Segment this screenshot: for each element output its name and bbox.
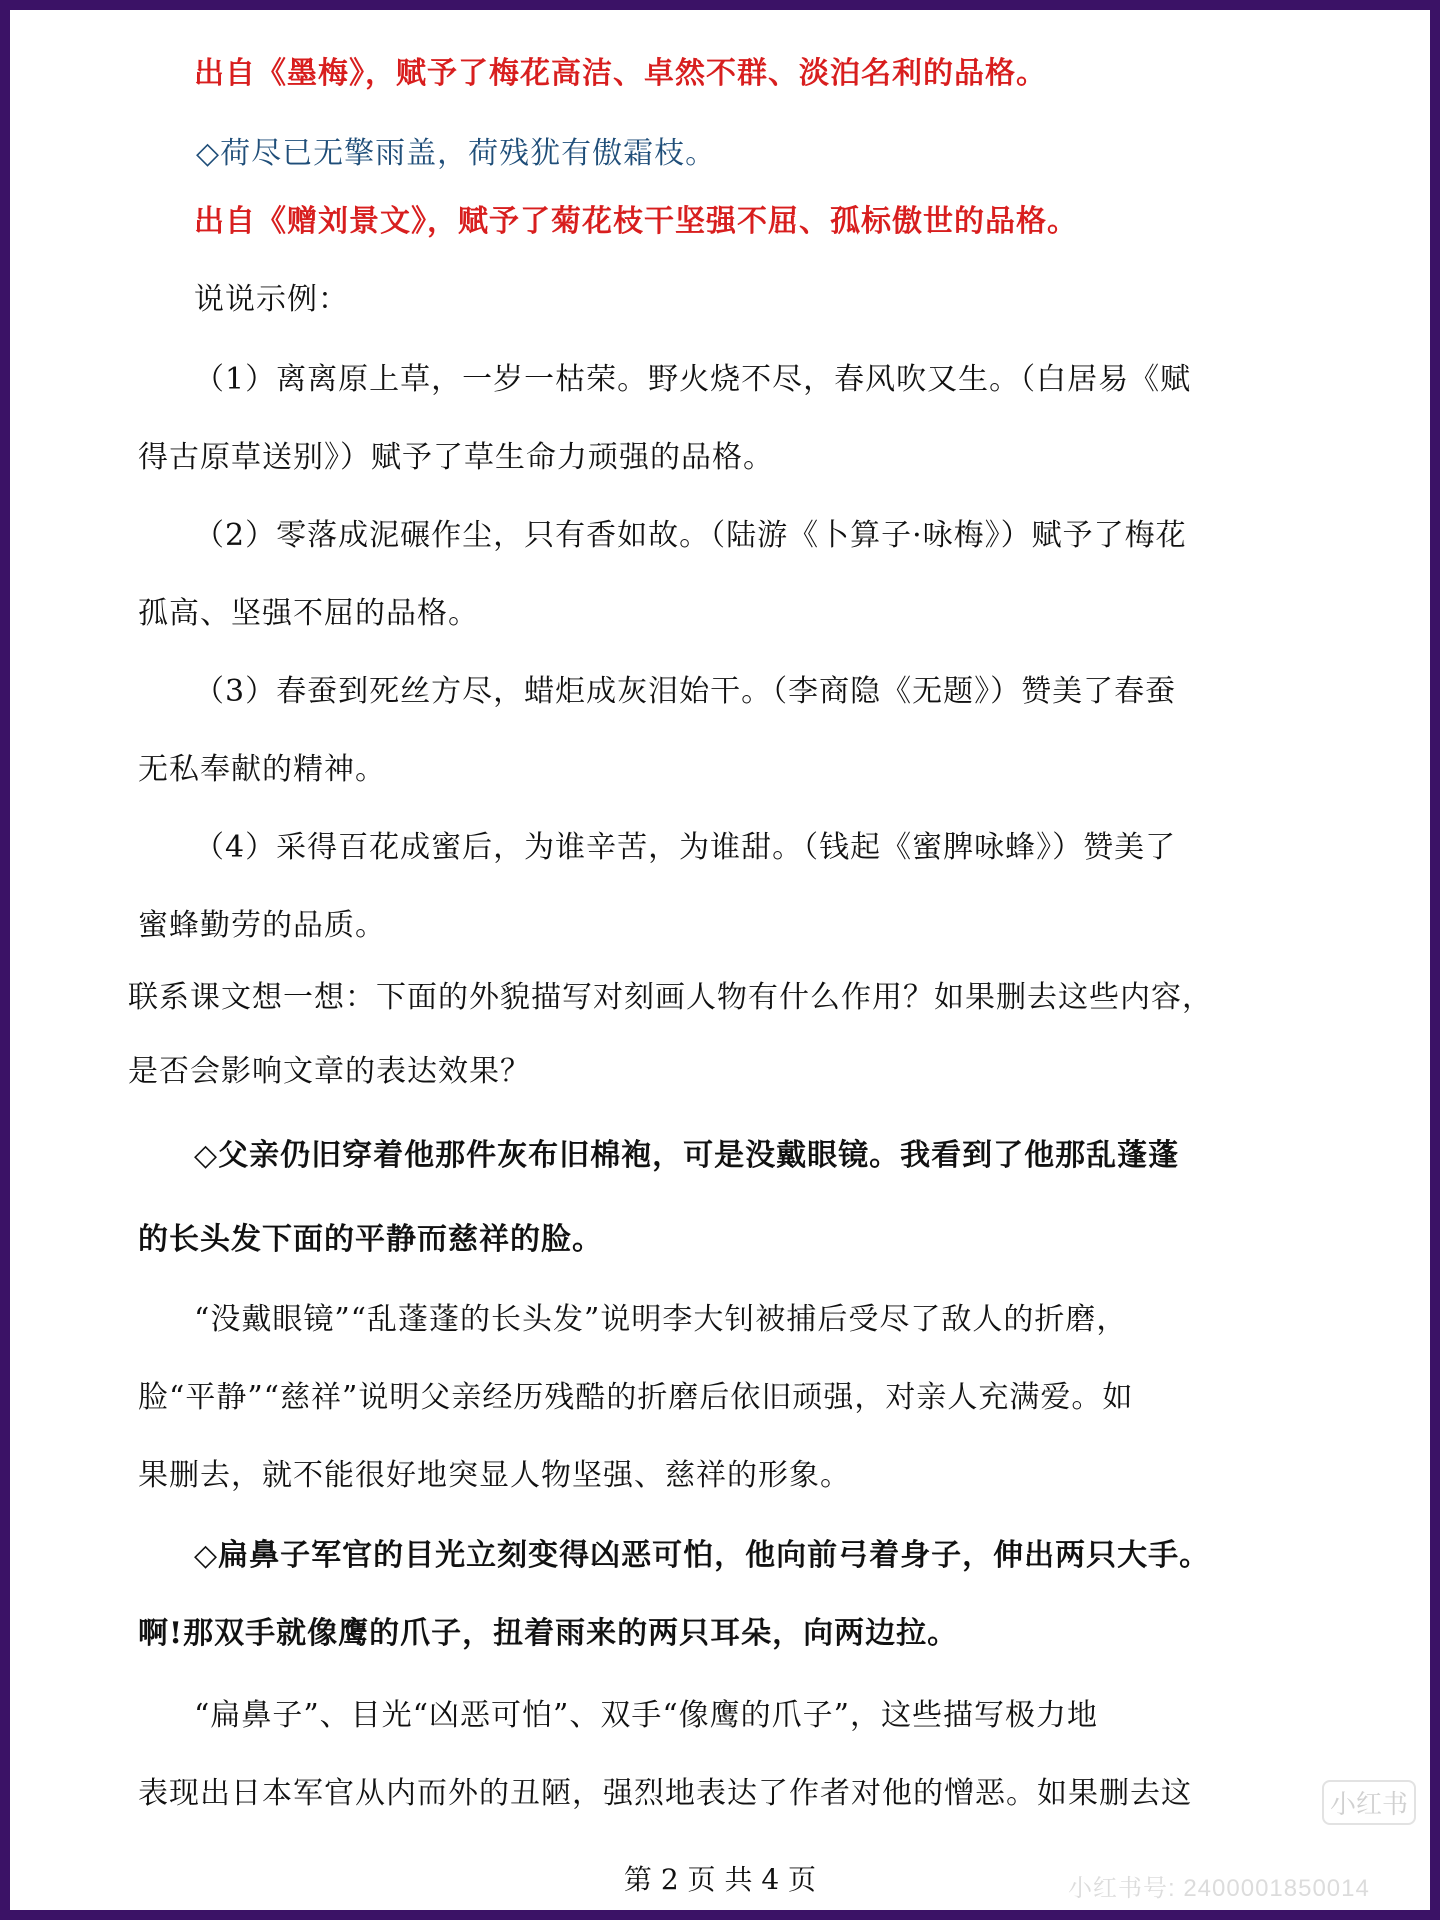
text-line-10: 无私奉献的精神。	[138, 752, 386, 787]
document-page	[10, 10, 1430, 1910]
watermark-id-text: 小红书号: 2400001850014	[1068, 1875, 1370, 1902]
text-line-22: “扁鼻子”、目光“凶恶可怕”、双手“像鹰的爪子”，这些描写极力地	[194, 1698, 1099, 1733]
text-line-7: （2）零落成泥碾作尘，只有香如故。（陆游《卜算子·咏梅》）赋予了梅花	[194, 518, 1187, 553]
text-line-20: ◇扁鼻子军官的目光立刻变得凶恶可怕，他向前弓着身子，伸出两只大手。	[194, 1538, 1211, 1573]
text-line-2: ◇荷尽已无擎雨盖，荷残犹有傲霜枝。	[196, 136, 717, 171]
text-line-5: （1）离离原上草，一岁一枯荣。野火烧不尽，春风吹又生。（白居易《赋	[194, 362, 1192, 397]
text-line-8: 孤高、坚强不屈的品格。	[138, 596, 479, 631]
text-line-13: 联系课文想一想：下面的外貌描写对刻画人物有什么作用？如果删去这些内容，	[128, 980, 1213, 1015]
page-number-footer: 第 2 页 共 4 页	[623, 1863, 817, 1896]
text-line-12: 蜜蜂勤劳的品质。	[138, 908, 386, 943]
text-line-16: 的长头发下面的平静而慈祥的脸。	[138, 1222, 603, 1257]
text-line-1: 出自《墨梅》，赋予了梅花高洁、卓然不群、淡泊名利的品格。	[194, 56, 1047, 91]
text-line-21: 啊!那双手就像鹰的爪子，扭着雨来的两只耳朵，向两边拉。	[138, 1616, 959, 1651]
text-line-6: 得古原草送别》）赋予了草生命力顽强的品格。	[138, 440, 774, 475]
text-line-19: 果删去，就不能很好地突显人物坚强、慈祥的形象。	[138, 1458, 851, 1493]
text-line-4: 说说示例：	[194, 282, 349, 317]
watermark-logo: 小红书	[1322, 1780, 1416, 1825]
text-line-3: 出自《赠刘景文》，赋予了菊花枝干坚强不屈、孤标傲世的品格。	[194, 204, 1078, 239]
text-line-14: 是否会影响文章的表达效果？	[128, 1054, 531, 1089]
text-line-18: 脸“平静”“慈祥”说明父亲经历残酷的折磨后依旧顽强，对亲人充满爱。如	[138, 1380, 1134, 1415]
text-line-9: （3）春蚕到死丝方尽，蜡炬成灰泪始干。（李商隐《无题》）赞美了春蚕	[194, 674, 1177, 709]
text-line-15: ◇父亲仍旧穿着他那件灰布旧棉袍，可是没戴眼镜。我看到了他那乱蓬蓬	[194, 1138, 1180, 1173]
text-line-17: “没戴眼镜”“乱蓬蓬的长头发”说明李大钊被捕后受尽了敌人的折磨，	[194, 1302, 1128, 1337]
text-line-11: （4）采得百花成蜜后，为谁辛苦，为谁甜。（钱起《蜜脾咏蜂》）赞美了	[194, 830, 1177, 865]
text-line-23: 表现出日本军官从内而外的丑陋，强烈地表达了作者对他的憎恶。如果删去这	[138, 1776, 1192, 1811]
